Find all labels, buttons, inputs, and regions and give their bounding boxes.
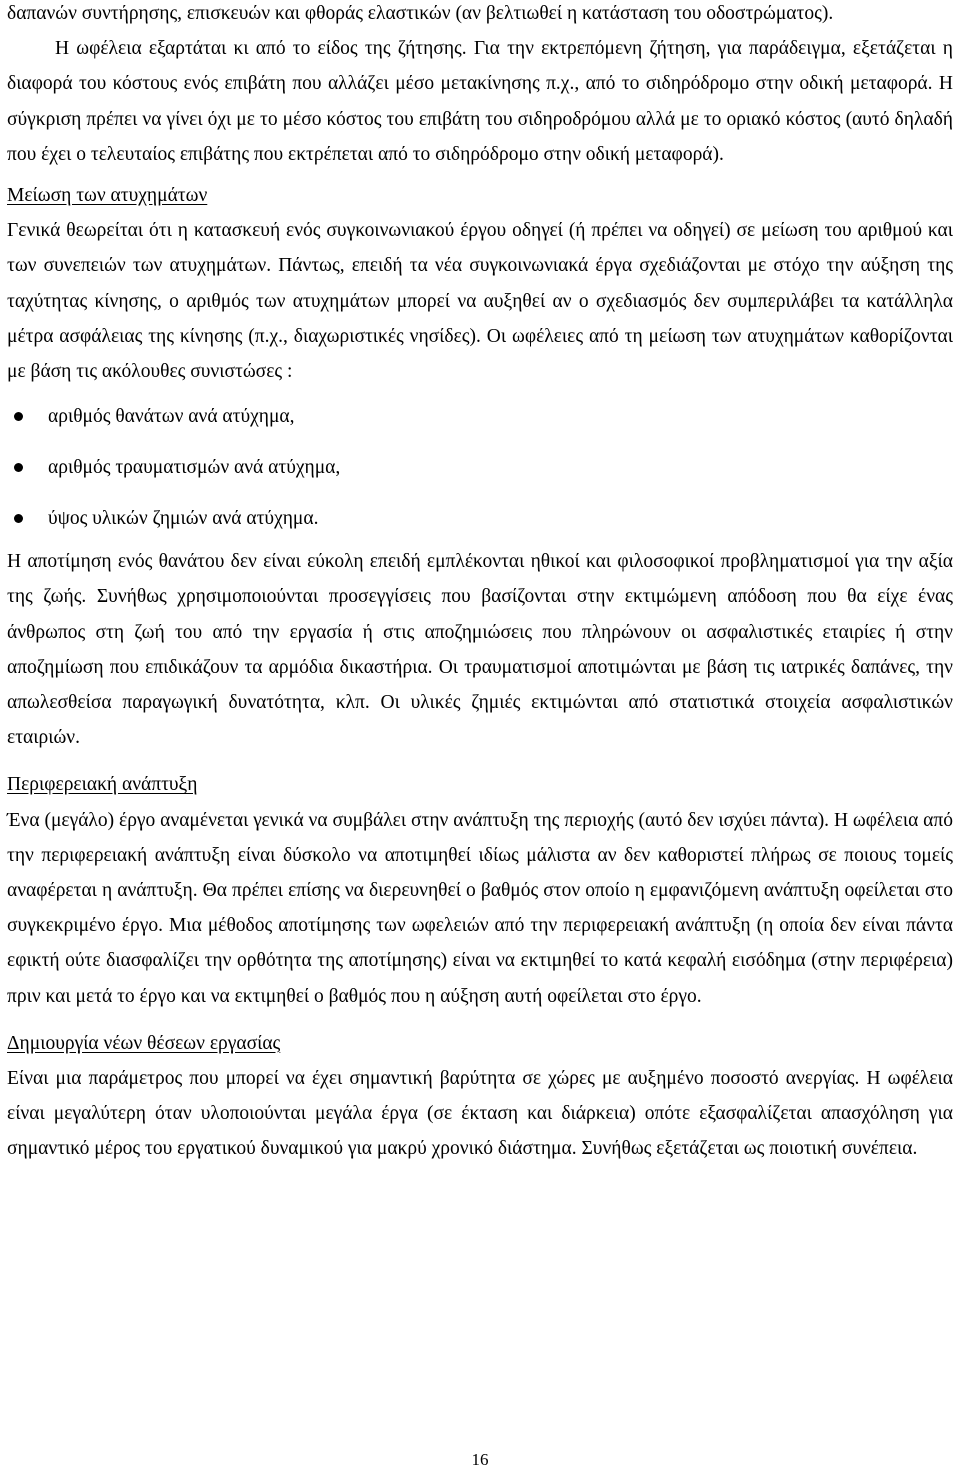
paragraph-job-creation: Είναι μια παράμετρος που μπορεί να έχει σημαντική βαρύτητα σε χώρες με αυξημένο ποσοστό ανεργίας. Η ωφέλεια είναι μεγαλύτερη όταν υλοποιούνται μεγάλα έργα (σε έκταση και διάρκεια) οπότε εξασφαλίζεται απασχόληση για σημαντικό μέρος του εργατικού δυναμικού για μακρύ χρονικό διάστημα. Συνήθως εξετάζεται ως ποιοτική συνέπεια. bbox=[7, 1068, 953, 1160]
section-heading-regional-development: Περιφερειακή ανάπτυξη bbox=[7, 774, 198, 796]
list-item-text: αριθμός θανάτων ανά ατύχημα, bbox=[48, 406, 295, 428]
section-heading-accidents: Μείωση των ατυχημάτων bbox=[7, 185, 208, 207]
bullet-icon bbox=[14, 514, 23, 523]
paragraph-accidents-valuation: Η αποτίμηση ενός θανάτου δεν είναι εύκολη επειδή εμπλέκονται ηθικοί και φιλοσοφικοί προβληματισμοί για την αξία της ζωής. Συνήθως χρησιμοποιούνται προσεγγίσεις που βασίζονται στην εκτιμώμενη απόδοση που θα είχε ένας άνθρωπος στη ζωή του από την εργασία ή στις αποζημιώσεις που πληρώνουν οι ασφαλιστικές εταιρίες ή στην αποζημίωση που επιδικάζουν τα αρμόδια δικαστήρια. Οι τραυματισμοί αποτιμώνται με βάση τις ιατρικές δαπάνες, την απωλεσθείσα παραγωγική δυνατότητα, κλπ. Οι υλικές ζημιές εκτιμώνται από στατιστικά στοιχεία ασφαλιστικών εταιριών. bbox=[7, 551, 953, 749]
list-item bbox=[7, 442, 953, 493]
section-accidents bbox=[7, 178, 953, 755]
bullet-icon bbox=[14, 463, 23, 472]
document-page bbox=[7, 0, 953, 1167]
list-item bbox=[7, 391, 953, 442]
list-item-text: αριθμός τραυματισμών ανά ατύχημα, bbox=[48, 457, 341, 479]
section-heading-job-creation: Δημιουργία νέων θέσεων εργασίας bbox=[7, 1032, 281, 1054]
list-item bbox=[7, 493, 953, 544]
bullet-list-accident-components bbox=[7, 391, 953, 544]
paragraph-accidents-intro: Γενικά θεωρείται ότι η κατασκευή ενός συγκοινωνιακού έργου οδηγεί (ή πρέπει να οδηγεί) σε μείωση του αριθμού και των συνεπειών των ατυχημάτων. Πάντως, επειδή τα νέα συγκοινωνιακά έργα σχεδιάζονται με στόχο την αύξηση της ταχύτητας κίνησης, ο αριθμός των ατυχημάτων μπορεί να αυξηθεί αν ο σχεδιασμός δεν συμπεριλάβει τα κατάλληλα μέτρα ασφάλειας της κίνησης (π.χ., διαχωριστικές νησίδες). Οι ωφέλειες από τη μείωση των ατυχημάτων καθορίζονται με βάση τις ακόλουθες συνιστώσες : bbox=[7, 220, 953, 383]
list-item-text: ύψος υλικών ζημιών ανά ατύχημα. bbox=[48, 508, 319, 530]
section-regional-development bbox=[7, 767, 953, 1013]
paragraph-intro-continuation: δαπανών συντήρησης, επισκευών και φθοράς ελαστικών (αν βελτιωθεί η κατάσταση του οδοστρώματος). bbox=[7, 3, 834, 24]
paragraph-demand-benefit: Η ωφέλεια εξαρτάται κι από το είδος της ζήτησης. Για την εκτρεπόμενη ζήτηση, για παράδειγμα, εξετάζεται η διαφορά του κόστους ενός επιβάτη που αλλάζει μέσο μετακίνησης π.χ., από το σιδηρόδρομο στην οδική μεταφορά. Η σύγκριση πρέπει να γίνει όχι με το μέσο κόστος του επιβάτη του σιδηροδρόμου αλλά με το οριακό κόστος (αυτό δηλαδή που έχει ο τελευταίος επιβάτης που εκτρέπεται από το σιδηρόδρομο στην οδική μεταφορά). bbox=[7, 38, 953, 165]
bullet-icon bbox=[14, 412, 23, 421]
page-number: 16 bbox=[471, 1450, 489, 1469]
section-job-creation bbox=[7, 1026, 953, 1167]
paragraph-regional-development: Ένα (μεγάλο) έργο αναμένεται γενικά να συμβάλει στην ανάπτυξη της περιοχής (αυτό δεν ισχύει πάντα). Η ωφέλεια από την περιφερειακή ανάπτυξη είναι δύσκολο να αποτιμηθεί ιδίως μάλιστα αν δεν καθοριστεί πλήρως σε ποιους τομείς αναφέρεται η ανάπτυξη. Θα πρέπει επίσης να διερευνηθεί ο βαθμός στον οποίο η εμφανιζόμενη ανάπτυξη οφείλεται στο συγκεκριμένο έργο. Μια μέθοδος αποτίμησης των ωφελειών από την περιφερειακή ανάπτυξη (η οποία δεν είναι πάντα εφικτή ούτε διασφαλίζει την ορθότητα της αποτίμησης) είναι να εκτιμηθεί το κατά κεφαλή εισόδημα (στην περιφέρεια) πριν και μετά το έργο και να εκτιμηθεί ο βαθμός που η αύξηση αυτή οφείλεται στο έργο. bbox=[7, 809, 953, 1007]
